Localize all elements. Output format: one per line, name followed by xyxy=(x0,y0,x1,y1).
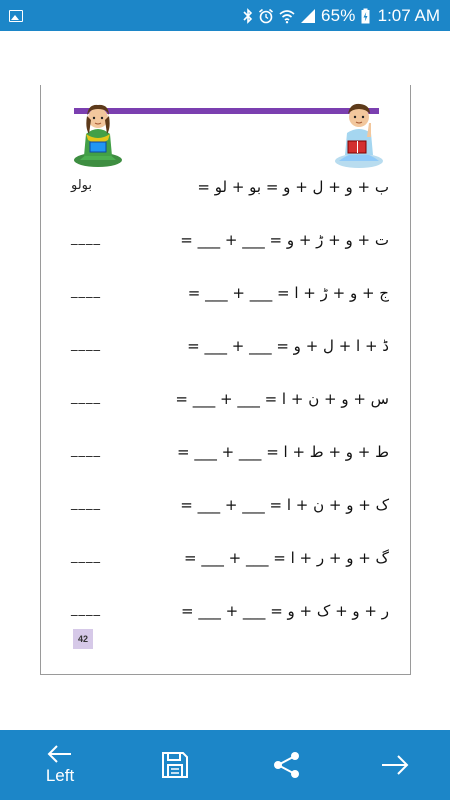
status-left xyxy=(9,10,23,22)
answer-line: ____ xyxy=(71,337,101,352)
exercise-row xyxy=(41,443,412,471)
row-equation: گ + و + ر + ا = ___ + ___ = xyxy=(184,549,389,567)
exercise-row xyxy=(41,284,412,312)
battery-percent: 65% xyxy=(321,5,356,25)
gallery-icon xyxy=(9,10,23,22)
answer-line: ____ xyxy=(71,231,101,246)
row-equation: ت + و + ڑ + و = ___ + ___ = xyxy=(180,231,389,249)
row-equation: س + و + ن + ا = ___ + ___ = xyxy=(175,390,389,408)
exercise-row xyxy=(41,178,412,206)
row-equation: ر + و + ک + و = ___ + ___ = xyxy=(180,602,389,620)
alarm-icon xyxy=(258,8,274,24)
answer-line: ____ xyxy=(71,443,101,458)
left-label: Left xyxy=(45,766,75,785)
share-button[interactable] xyxy=(262,730,312,800)
row-equation: ک + و + ن + ا = ___ + ___ = xyxy=(180,496,389,514)
worksheet-page xyxy=(40,85,411,675)
wifi-icon xyxy=(279,8,295,24)
answer-line: ____ xyxy=(71,284,101,299)
previous-page-button[interactable] xyxy=(30,730,90,800)
boy-reading-illustration xyxy=(333,97,385,169)
exercise-row xyxy=(41,337,412,365)
answer-line: ____ xyxy=(71,390,101,405)
answer-line: ____ xyxy=(71,602,101,617)
exercise-row xyxy=(41,549,412,577)
girl-reading-illustration xyxy=(72,98,124,168)
row-equation: ج + و + ڑ + ا = ___ + ___ = xyxy=(187,284,389,302)
status-right xyxy=(243,6,440,26)
exercise-row xyxy=(41,602,412,630)
row-equation: ب + و + ل + و = بو + لو = xyxy=(197,178,389,196)
status-bar xyxy=(0,0,450,31)
exercise-row xyxy=(41,496,412,524)
save-icon xyxy=(160,750,190,780)
exercise-row xyxy=(41,390,412,418)
battery-charging-icon xyxy=(361,8,370,24)
page-number: 42 xyxy=(73,629,93,649)
signal-icon xyxy=(300,8,316,24)
bottom-navigation-bar xyxy=(0,730,450,800)
bluetooth-icon xyxy=(243,8,253,24)
answer-line: ____ xyxy=(71,549,101,564)
arrow-left-icon xyxy=(47,744,73,764)
exercise-row xyxy=(41,231,412,259)
clock: 1:07 AM xyxy=(377,5,440,25)
share-icon xyxy=(272,750,302,780)
row-equation: ط + و + ط + ا = ___ + ___ = xyxy=(176,443,389,461)
next-page-button[interactable] xyxy=(370,730,420,800)
save-button[interactable] xyxy=(150,730,200,800)
arrow-right-icon xyxy=(380,754,410,776)
answer-line: بولو xyxy=(71,178,93,193)
row-equation: ڈ + ا + ل + و = ___ + ___ = xyxy=(187,337,389,355)
answer-line: ____ xyxy=(71,496,101,511)
